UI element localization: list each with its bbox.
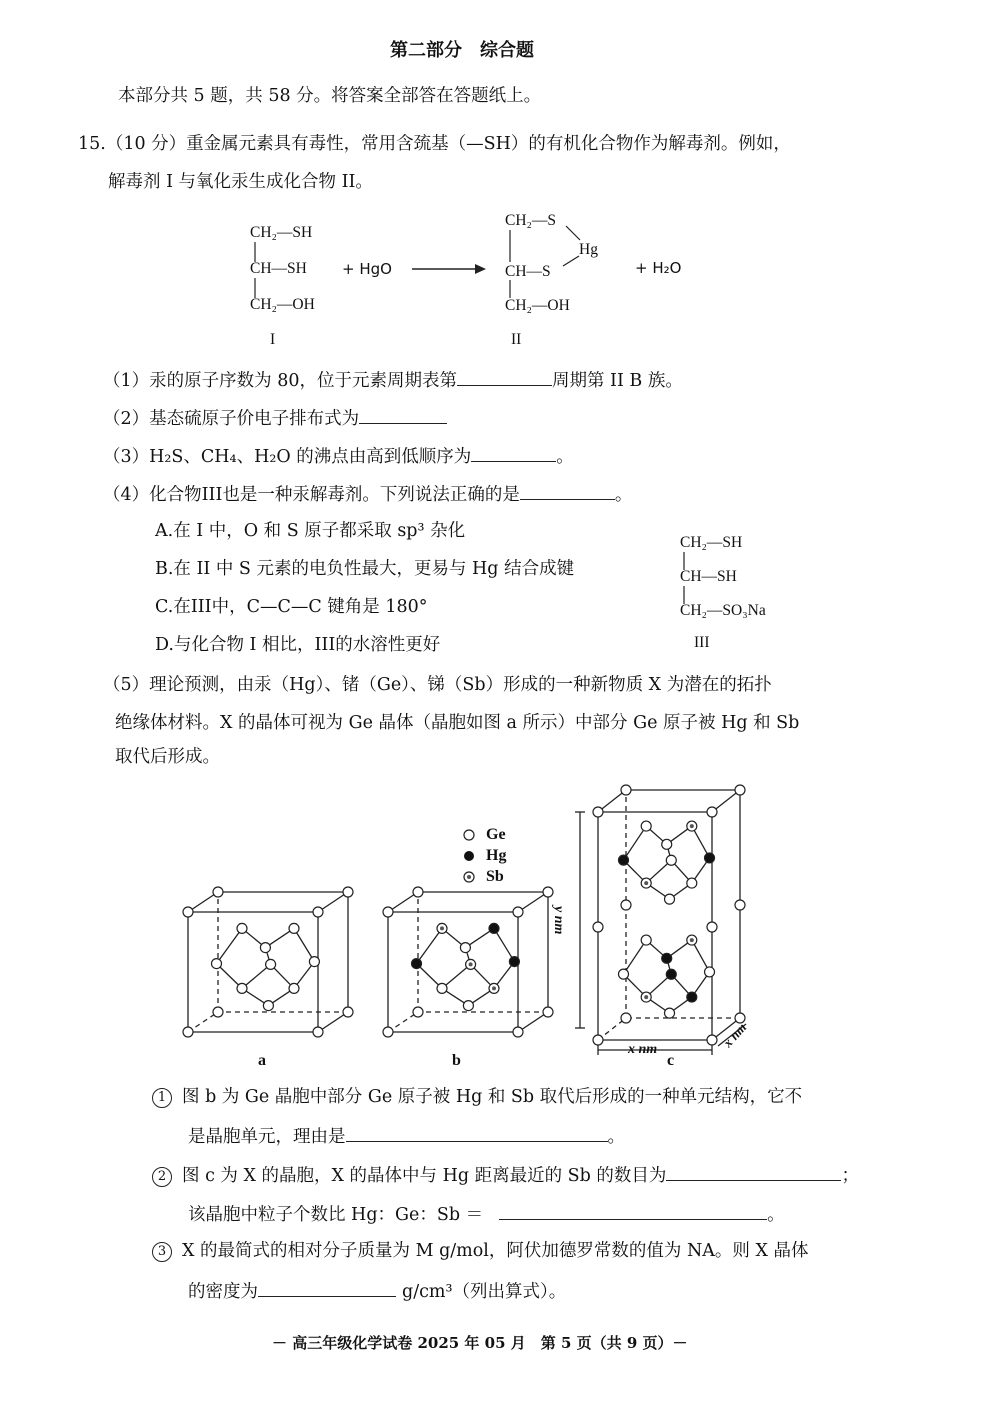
y-dimension-label: y nm [551, 906, 566, 935]
ge-atom [260, 943, 270, 953]
option-a: A.在 I 中，O 和 S 原子都采取 sp³ 杂化 [155, 521, 466, 541]
q15-part4: （4）化合物III也是一种汞解毒剂。下列说法正确的是 。 [103, 481, 632, 506]
ge-atom [735, 900, 745, 910]
bond-line [442, 964, 471, 988]
hg-atom [509, 957, 519, 967]
answer-blank-5-2b[interactable] [499, 1201, 767, 1220]
hg-atom [412, 959, 422, 969]
compound3-row1: CH₂—SH [680, 534, 743, 551]
figure-a-label: a [258, 1052, 266, 1069]
sub2-line1: 2 图 c 为 X 的晶胞，X 的晶体中与 Hg 距离最近的 Sb 的数目为 ； [152, 1162, 859, 1187]
compound2-hg: Hg [579, 241, 598, 258]
ge-atom [513, 1027, 523, 1037]
sb-atom-core [690, 938, 694, 942]
section-title: 第二部分 综合题 [390, 40, 534, 61]
ge-atom [383, 1027, 393, 1037]
ge-atom [543, 1007, 553, 1017]
q15-part5-line3: 取代后形成。 [115, 747, 220, 767]
option-d: D.与化合物 I 相比，III的水溶性更好 [155, 635, 441, 655]
option-c: C.在III中，C—C—C 键角是 180° [155, 597, 428, 617]
q15-part1: （1）汞的原子序数为 80，位于元素周期表第 周期第 II B 族。 [103, 367, 683, 392]
sub2-line2: 该晶胞中粒子个数比 Hg：Ge：Sb ＝ 。 [188, 1201, 785, 1226]
ge-atom [413, 1007, 423, 1017]
bond-line [624, 940, 647, 974]
bond-line [217, 928, 243, 963]
ge-atom [687, 878, 697, 888]
q15-part3: （3）H₂S、CH₄、H₂O 的沸点由高到低顺序为 。 [103, 443, 574, 468]
ge-atom [313, 1027, 323, 1037]
q15-stem-line1: 15.（10 分）重金属元素具有毒性，常用含巯基（—SH）的有机化合物作为解毒剂。例如， [78, 134, 791, 154]
q15-stem-line2: 解毒剂 I 与氧化汞生成化合物 II。 [108, 172, 373, 192]
ge-atom [735, 785, 745, 795]
compound2-row3: CH₂—OH [505, 297, 570, 314]
ge-atom [212, 959, 222, 969]
ge-atom [705, 967, 715, 977]
ge-atom [213, 887, 223, 897]
ge-atom [266, 959, 276, 969]
ge-atom [621, 1013, 631, 1023]
answer-blank-5-3[interactable] [258, 1278, 396, 1297]
legend-sb: Sb [486, 868, 504, 885]
compound1-row3: CH₂—OH [250, 296, 315, 313]
ge-atom [383, 907, 393, 917]
ge-atom [413, 887, 423, 897]
x-depth-dimension-label: x nm [720, 1019, 750, 1051]
ge-atom [543, 887, 553, 897]
q15-part2: （2）基态硫原子价电子排布式为 [103, 405, 447, 430]
sub3-line1: 3 X 的最简式的相对分子质量为 M g/mol，阿伏加德罗常数的值为 NA。则 X 晶体 [152, 1240, 809, 1262]
bond-line [494, 928, 514, 961]
sb-atom-core [644, 995, 648, 999]
ge-atom [593, 807, 603, 817]
figure-c-label: c [667, 1052, 675, 1069]
sub1-line1: 1 图 b 为 Ge 晶胞中部分 Ge 原子被 Hg 和 Sb 取代后形成的一种单元结构，它不 [152, 1086, 802, 1108]
compound2-row1: CH₂—S [505, 212, 557, 229]
compound1-row1: CH₂—SH [250, 224, 313, 241]
ge-atom [621, 785, 631, 795]
hg-atom [687, 992, 697, 1002]
bond-line [624, 826, 647, 860]
ge-atom [641, 935, 651, 945]
ge-atom [460, 943, 470, 953]
ge-atom [343, 887, 353, 897]
section-intro: 本部分共 5 题，共 58 分。将答案全部答在答题纸上。 [118, 86, 542, 106]
ge-atom [707, 1035, 717, 1045]
ge-atom [666, 855, 676, 865]
sb-atom-core [492, 986, 496, 990]
ge-atom [213, 1007, 223, 1017]
ge-atom [313, 907, 323, 917]
compound3-row2: CH—SH [680, 568, 737, 585]
answer-blank-5-1[interactable] [346, 1123, 608, 1142]
bond-line [417, 928, 443, 963]
ge-atom [593, 1035, 603, 1045]
answer-blank-5-2a[interactable] [666, 1162, 841, 1181]
ge-atom [662, 839, 672, 849]
compound1-row2: CH—SH [250, 260, 307, 277]
ge-atom [665, 894, 675, 904]
compound3-label: III [694, 634, 710, 651]
hg-atom [662, 953, 672, 963]
ge-atom [513, 907, 523, 917]
figure-b-label: b [452, 1052, 461, 1069]
sb-atom-core [690, 824, 694, 828]
q15-part5-line1: （5）理论预测，由汞（Hg）、锗（Ge）、锑（Sb）形成的一种新物质 X 为潜在的拓扑 [103, 675, 772, 695]
circled-number-1: 1 [152, 1088, 172, 1108]
sb-atom-core [469, 962, 473, 966]
plus-h2o: + H₂O [635, 259, 682, 277]
legend-hg: Hg [486, 847, 507, 864]
ge-atom [621, 900, 631, 910]
circled-number-3: 3 [152, 1242, 172, 1262]
compound2-label: II [511, 331, 522, 348]
ge-atom [641, 821, 651, 831]
compound2-row2: CH—S [505, 263, 551, 280]
ge-atom [183, 1027, 193, 1037]
bond-line [242, 964, 271, 988]
compound3-row3: CH₂—SO₃Na [680, 602, 766, 619]
ge-atom [289, 983, 299, 993]
ge-atom [707, 922, 717, 932]
ge-atom [263, 1001, 273, 1011]
ge-atom [237, 923, 247, 933]
ge-atom [289, 923, 299, 933]
hg-atom [666, 969, 676, 979]
option-b: B.在 II 中 S 元素的电负性最大，更易与 Hg 结合成键 [155, 559, 575, 579]
x-dimension-label: x nm [628, 1042, 658, 1057]
ge-atom [707, 807, 717, 817]
plus-hgo: + HgO [342, 260, 392, 278]
sb-atom-core [644, 881, 648, 885]
legend-ge: Ge [486, 826, 506, 843]
ge-atom [437, 983, 447, 993]
ge-atom [237, 983, 247, 993]
ge-atom [183, 907, 193, 917]
sub1-line2: 是晶胞单元，理由是 。 [188, 1123, 625, 1148]
page-footer: － 高三年级化学试卷 2025 年 05 月 第 5 页（共 9 页）－ [272, 1334, 688, 1352]
bond-line [294, 928, 314, 961]
ge-atom [619, 969, 629, 979]
hg-atom [619, 855, 629, 865]
hg-atom [489, 923, 499, 933]
q15-part5-line2: 绝缘体材料。X 的晶体可视为 Ge 晶体（晶胞如图 a 所示）中部分 Ge 原子被 Hg 和 Sb [115, 713, 800, 733]
ge-atom [309, 957, 319, 967]
sb-atom-core [440, 926, 444, 930]
compound1-label: I [270, 331, 276, 348]
ge-atom [343, 1007, 353, 1017]
ge-atom [593, 922, 603, 932]
circled-number-2: 2 [152, 1167, 172, 1187]
ge-atom [665, 1008, 675, 1018]
hg-atom [705, 853, 715, 863]
sub3-line2: 的密度为 g/cm³（列出算式）。 [188, 1278, 566, 1303]
ge-atom [463, 1001, 473, 1011]
